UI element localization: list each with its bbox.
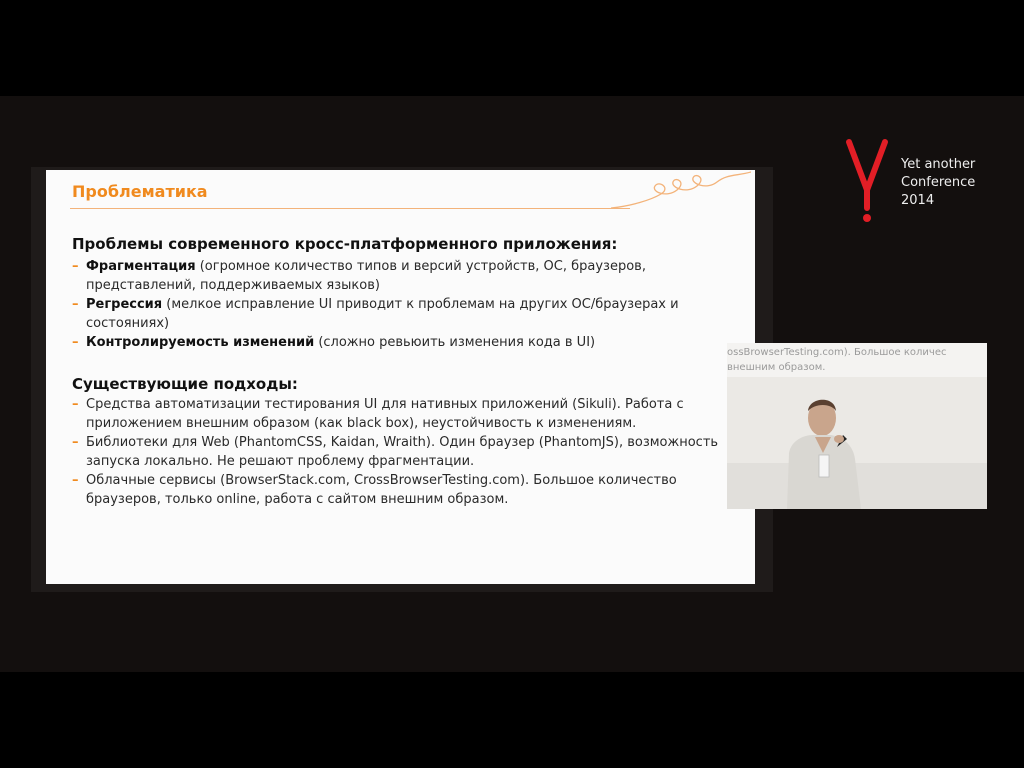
item-text: (огромное количество типов и версий устройств, ОС, браузеров, представлений, поддерживаемых языков) [86, 259, 646, 293]
bullet-dash: – [72, 435, 79, 450]
conference-name [901, 156, 975, 210]
bullet-dash: – [72, 259, 79, 274]
inset-text-line-2: внешним образом. [727, 362, 826, 373]
inset-text-line-1: ossBrowserTesting.com). Большое количес [727, 347, 947, 358]
bullet-dash: – [72, 473, 79, 488]
item-term: Контролируемость изменений [86, 335, 315, 350]
bullet-dash: – [72, 397, 79, 412]
list-item [72, 433, 732, 471]
problems-list [72, 257, 732, 352]
list-item [72, 295, 732, 333]
title-divider [70, 208, 630, 209]
list-item [72, 333, 732, 352]
list-item [72, 471, 732, 509]
list-item [72, 257, 732, 295]
yandex-y-logo-icon [845, 138, 891, 224]
presentation-slide [46, 170, 755, 584]
letterbox-bottom [0, 672, 1024, 768]
conference-line-3: 2014 [901, 193, 935, 208]
approaches-list [72, 395, 732, 509]
item-term: Фрагментация [86, 259, 196, 274]
decorative-swirl-icon [611, 170, 751, 210]
item-text: (мелкое исправление UI приводит к проблемам на других ОС/браузерах и состояниях) [86, 297, 679, 331]
item-text: (сложно ревьюить изменения кода в UI) [314, 335, 596, 350]
item-term: Регрессия [86, 297, 163, 312]
list-item [72, 395, 732, 433]
bullet-dash: – [72, 335, 79, 350]
conference-line-2: Conference [901, 175, 976, 190]
conference-line-1: Yet another [901, 157, 976, 172]
approaches-heading: Существующие подходы: [72, 375, 298, 393]
speaker-video-inset [727, 343, 987, 509]
bullet-dash: – [72, 297, 79, 312]
item-text: Библиотеки для Web (PhantomCSS, Kaidan, Wraith). Один браузер (PhantomJS), возможность запуска локально. Не решают проблему фрагментации. [86, 435, 719, 469]
slide-title: Проблематика [72, 182, 208, 201]
problems-heading: Проблемы современного кросс-платформенного приложения: [72, 235, 618, 253]
speaker-figure-icon [727, 343, 987, 509]
item-text: Облачные сервисы (BrowserStack.com, CrossBrowserTesting.com). Большое количество браузеров, только online, работа с сайтом внешним образом. [86, 473, 677, 507]
item-text: Средства автоматизации тестирования UI для нативных приложений (Sikuli). Работа с приложением внешним образом (как black box), неустойчивость к изменениям. [86, 397, 684, 431]
letterbox-top [0, 0, 1024, 96]
